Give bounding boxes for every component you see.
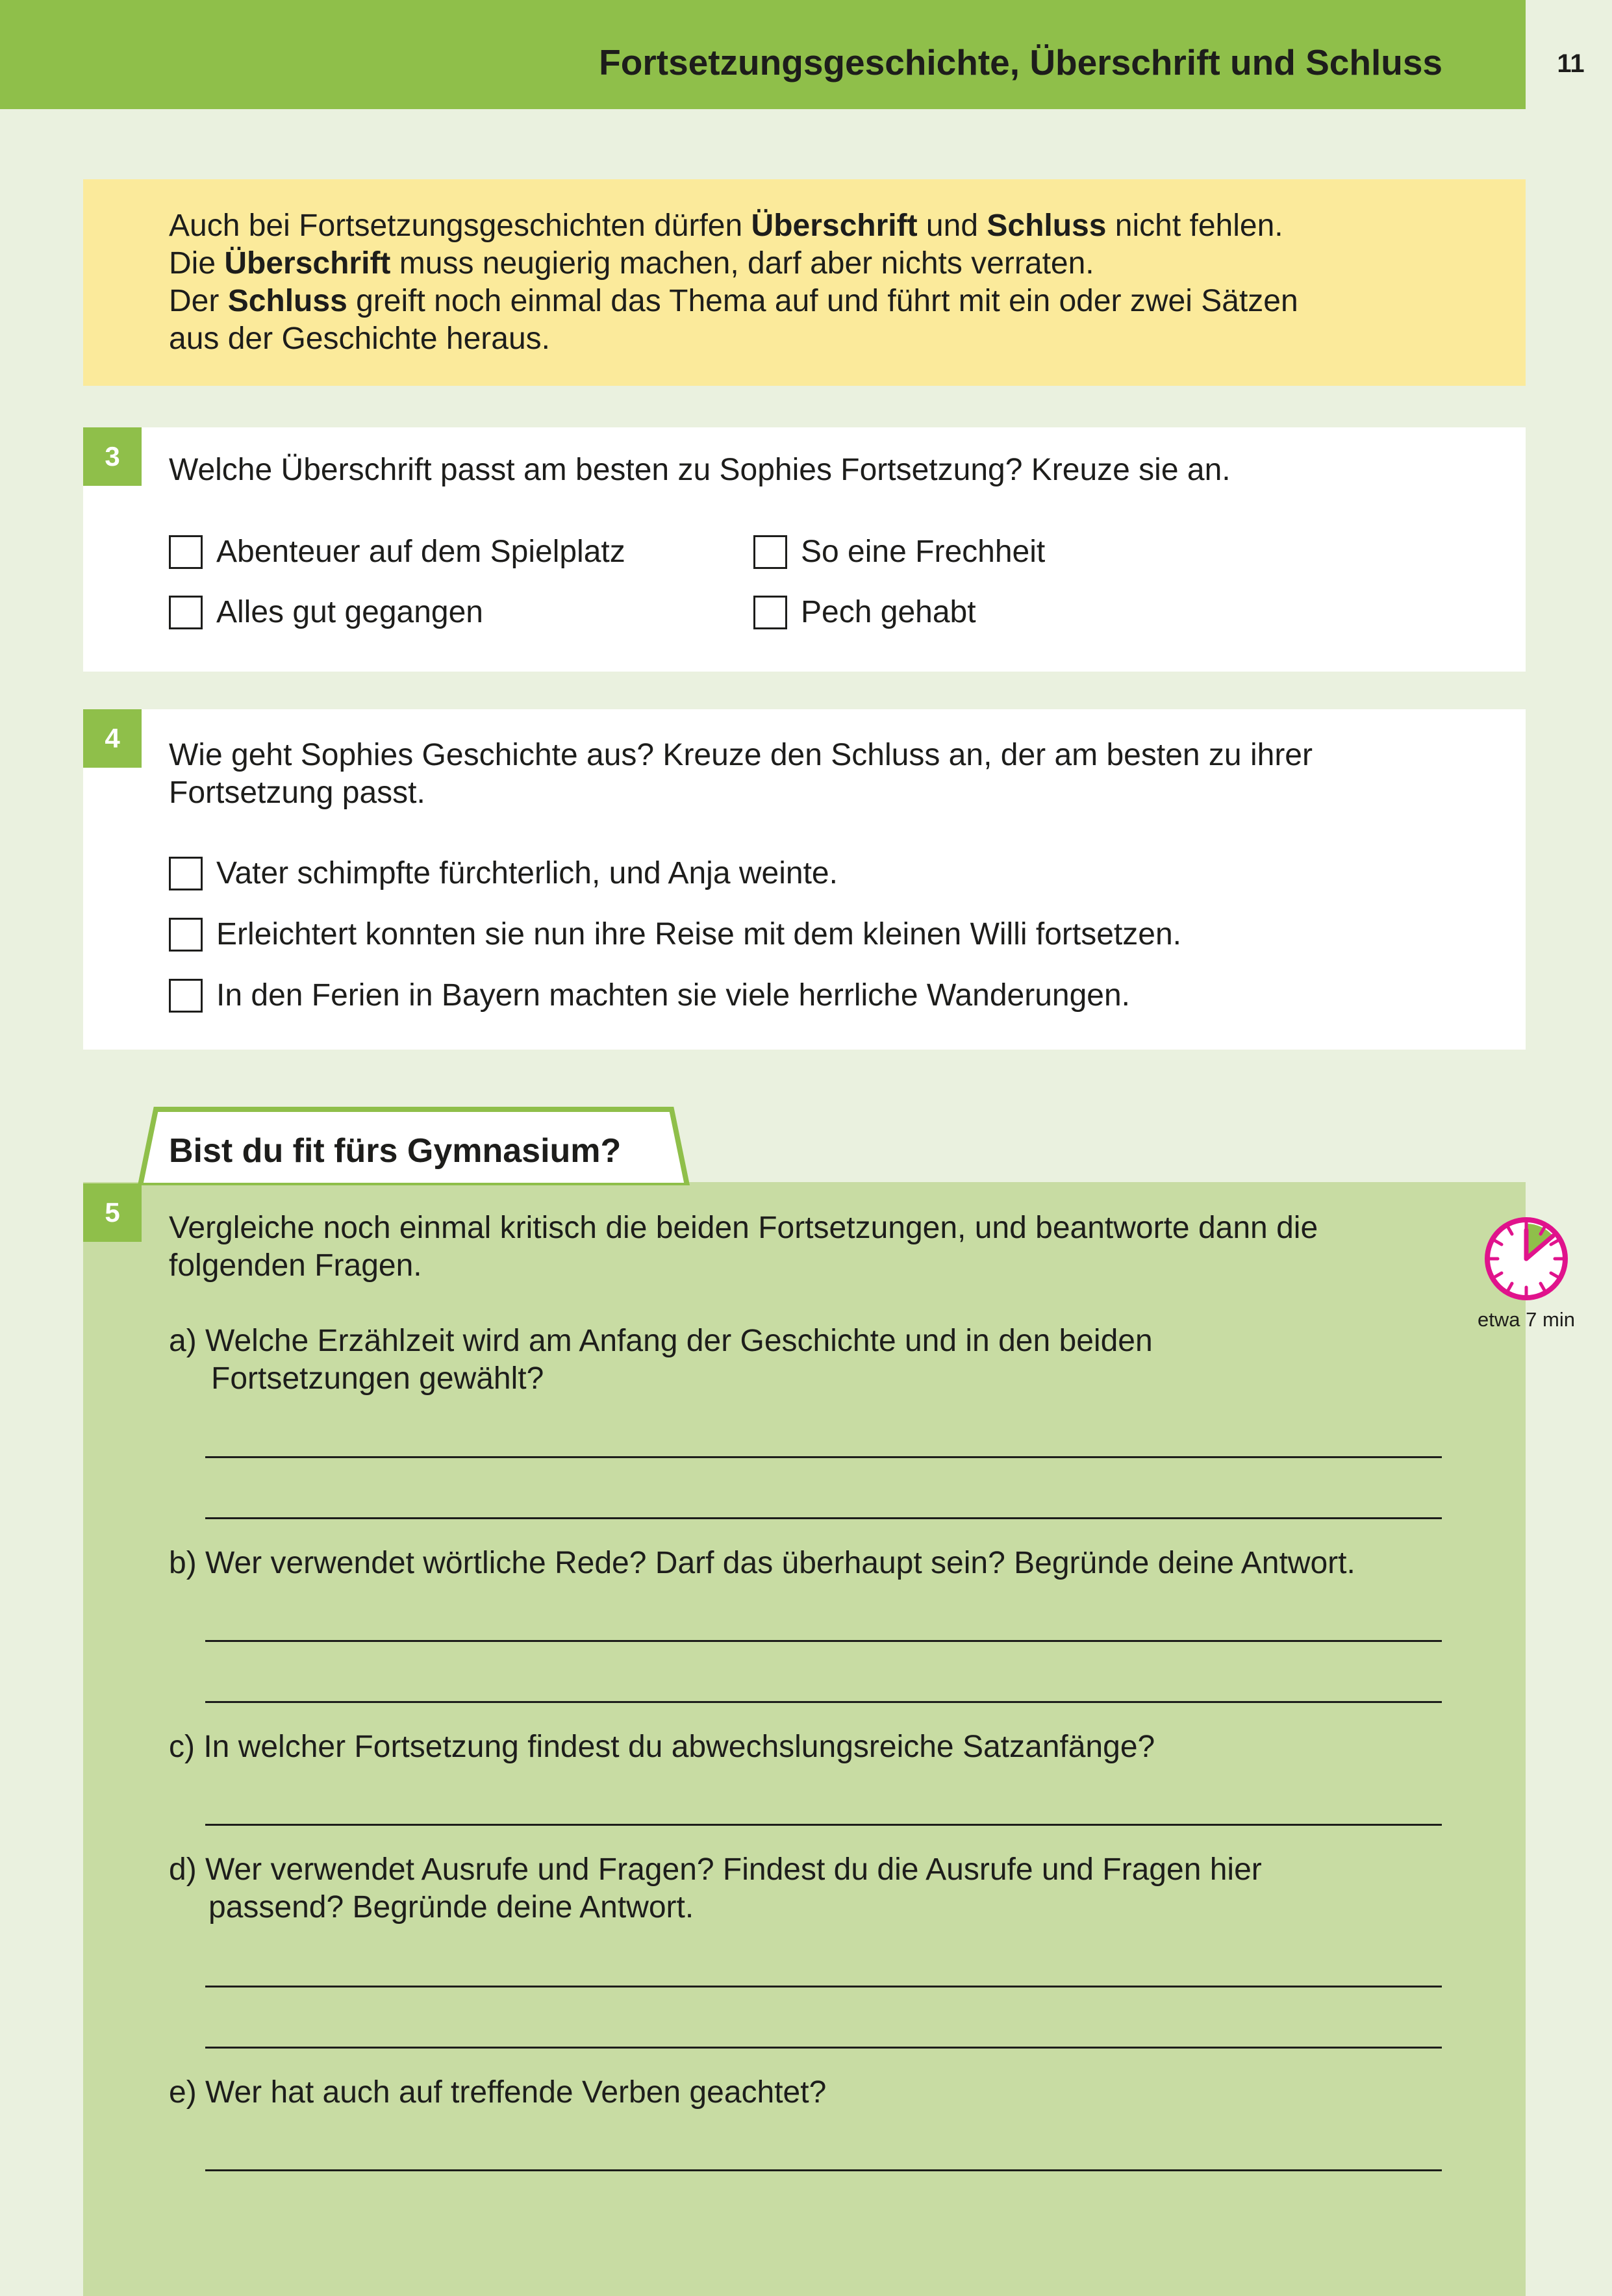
info-line-2: Die Überschrift muss neugierig machen, darf aber nichts verraten. <box>169 246 1094 281</box>
page-number-box <box>1530 0 1612 109</box>
info-line-3: Der Schluss greift noch einmal das Thema auf und führt mit ein oder zwei Sätzen <box>169 284 1298 318</box>
answer-line-b-2[interactable] <box>205 1701 1442 1703</box>
info-line-1: Auch bei Fortsetzungsgeschichten dürfen Überschrift und Schluss nicht fehlen. <box>169 208 1283 243</box>
answer-line-b-1[interactable] <box>205 1640 1442 1642</box>
exercise-5-intro-line-1: Vergleiche noch einmal kritisch die beiden Fortsetzungen, und beantworte dann die <box>169 1211 1318 1245</box>
exercise-4-question-line-2: Fortsetzung passt. <box>169 776 425 810</box>
fit-section-tab-label: Bist du fit fürs Gymnasium? <box>169 1132 622 1170</box>
timer-label: etwa 7 min <box>1478 1308 1575 1331</box>
option-erleichtert: Erleichtert konnten sie nun ihre Reise mit dem kleinen Willi fortsetzen. <box>216 917 1181 952</box>
checkbox-frechheit[interactable] <box>753 535 787 569</box>
option-ferien: In den Ferien in Bayern machten sie viele herrliche Wanderungen. <box>216 978 1130 1013</box>
option-frechheit: So eine Frechheit <box>801 535 1046 569</box>
answer-line-a-1[interactable] <box>205 1456 1442 1458</box>
answer-line-c-1[interactable] <box>205 1824 1442 1826</box>
question-d-line-2: passend? Begründe deine Antwort. <box>208 1890 694 1924</box>
exercise-3-number: 3 <box>83 427 142 486</box>
timer-icon <box>1481 1213 1572 1304</box>
option-abenteuer: Abenteuer auf dem Spielplatz <box>216 535 625 569</box>
checkbox-alles-gut[interactable] <box>169 596 203 629</box>
option-pech: Pech gehabt <box>801 595 976 629</box>
checkbox-ferien[interactable] <box>169 979 203 1013</box>
checkbox-vater[interactable] <box>169 857 203 890</box>
page-number: 11 <box>1557 49 1585 78</box>
answer-line-e-1[interactable] <box>205 2169 1442 2171</box>
exercise-3-question: Welche Überschrift passt am besten zu Sophies Fortsetzung? Kreuze sie an. <box>169 453 1231 487</box>
option-alles-gut: Alles gut gegangen <box>216 595 483 629</box>
page-header <box>0 0 1526 109</box>
exercise-5-intro-line-2: folgenden Fragen. <box>169 1248 422 1283</box>
checkbox-pech[interactable] <box>753 596 787 629</box>
answer-line-a-2[interactable] <box>205 1517 1442 1519</box>
question-e: e) Wer hat auch auf treffende Verben geachtet? <box>169 2075 827 2110</box>
question-a-line-1: a) Welche Erzählzeit wird am Anfang der Geschichte und in den beiden <box>169 1324 1153 1358</box>
checkbox-abenteuer[interactable] <box>169 535 203 569</box>
exercise-4-question-line-1: Wie geht Sophies Geschichte aus? Kreuze den Schluss an, der am besten zu ihrer <box>169 738 1313 772</box>
question-d-line-1: d) Wer verwendet Ausrufe und Fragen? Findest du die Ausrufe und Fragen hier <box>169 1852 1262 1887</box>
answer-line-d-2[interactable] <box>205 2047 1442 2049</box>
exercise-4-number: 4 <box>83 709 142 768</box>
page-title: Fortsetzungsgeschichte, Überschrift und Schluss <box>599 42 1442 82</box>
question-a-line-2: Fortsetzungen gewählt? <box>211 1361 544 1396</box>
checkbox-erleichtert[interactable] <box>169 918 203 952</box>
info-box <box>83 179 1526 386</box>
option-vater: Vater schimpfte fürchterlich, und Anja weinte. <box>216 856 838 890</box>
question-c: c) In welcher Fortsetzung findest du abwechslungsreiche Satzanfänge? <box>169 1730 1155 1764</box>
question-b: b) Wer verwendet wörtliche Rede? Darf das überhaupt sein? Begründe deine Antwort. <box>169 1546 1355 1580</box>
exercise-5-number: 5 <box>83 1183 142 1242</box>
answer-line-d-1[interactable] <box>205 1986 1442 1987</box>
info-line-4: aus der Geschichte heraus. <box>169 322 550 356</box>
